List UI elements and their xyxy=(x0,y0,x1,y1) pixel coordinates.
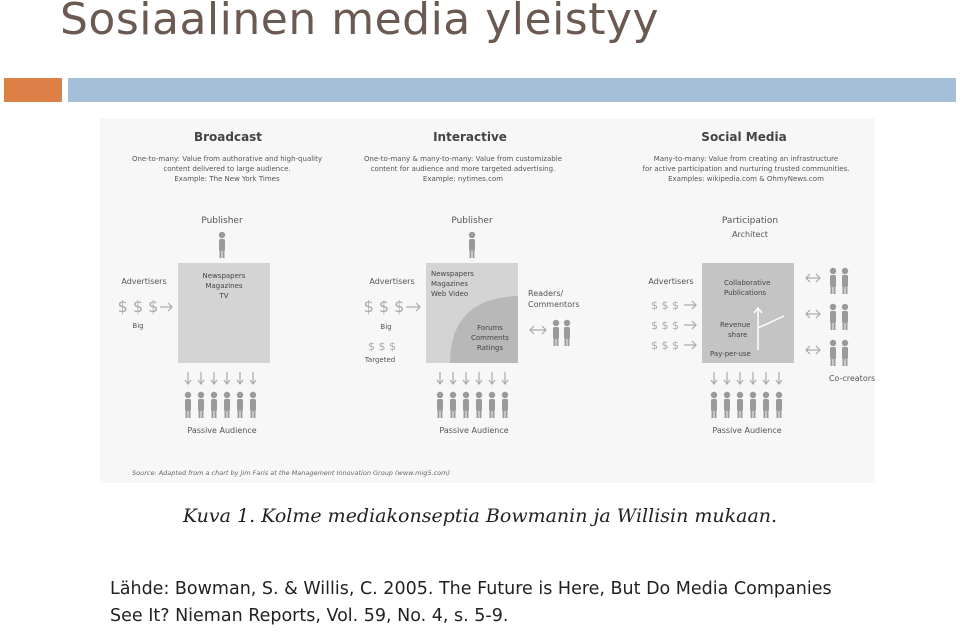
box-line: Publications xyxy=(724,289,767,297)
dollar-signs: $ $ $ xyxy=(651,299,679,312)
dollar-signs: $ $ $ xyxy=(363,297,405,316)
media-box-line: TV xyxy=(219,292,229,300)
advertisers-label: Advertisers xyxy=(648,277,694,286)
media-concepts-diagram xyxy=(100,118,875,483)
collaborative-box xyxy=(702,263,794,363)
targeted-label: Targeted xyxy=(364,356,396,364)
big-label: Big xyxy=(132,322,144,330)
advertisers-label: Advertisers xyxy=(121,277,167,286)
arrow-right-icon xyxy=(684,301,696,349)
panel-heading: Interactive xyxy=(433,130,507,144)
panel-desc-line: One-to-many: Value from authorative and high-quality xyxy=(131,155,323,163)
advertisers-label: Advertisers xyxy=(369,277,415,286)
panel-desc-line: content for audience and more targeted advertising. xyxy=(370,165,556,173)
readers-label: Commentors xyxy=(528,300,580,309)
arrow-right-icon xyxy=(406,303,420,311)
pay-per-use-label: Pay-per-use xyxy=(710,350,751,358)
publisher-label: Publisher xyxy=(201,216,243,226)
architect-label: Architect xyxy=(732,230,768,239)
audience-people-icon xyxy=(185,392,256,418)
accent-bar xyxy=(4,78,62,102)
inner-box-line: Ratings xyxy=(476,344,504,352)
down-arrows-icon xyxy=(711,372,782,384)
media-box-line: Magazines xyxy=(431,280,469,288)
co-creators-label: Co-creators xyxy=(828,374,875,383)
header-bar xyxy=(68,78,956,102)
panel-desc-line: for active participation and nurturing trusted communities. xyxy=(642,165,850,173)
box-line: Collaborative xyxy=(724,279,771,287)
audience-label: Passive Audience xyxy=(712,426,782,435)
figure-source-note: Source: Adapted from a chart by Jim Faris at the Management Innovation Group (www.mig5.com) xyxy=(132,469,451,477)
panel-desc-line: Example: nytimes.com xyxy=(422,175,504,183)
revenue-label: Revenue xyxy=(720,321,751,329)
media-box-line: Newspapers xyxy=(202,272,246,280)
co-creator-people-icon xyxy=(830,268,848,366)
dollar-signs: $ $ $ xyxy=(117,297,159,316)
down-arrows-icon xyxy=(185,372,256,384)
panel-desc-line: content delivered to large audience. xyxy=(163,165,291,173)
inner-box-line: Comments xyxy=(471,334,509,342)
audience-label: Passive Audience xyxy=(439,426,509,435)
inner-box-line: Forums xyxy=(477,324,503,332)
panel-desc-line: Examples: wikipedia.com & OhmyNews.com xyxy=(668,175,824,183)
publisher-person-icon xyxy=(469,232,475,258)
audience-people-icon xyxy=(711,392,782,418)
panel-broadcast xyxy=(118,130,322,435)
panel-social-media xyxy=(643,130,875,435)
arrow-right-icon xyxy=(160,303,172,311)
source-line: Lähde: Bowman, S. & Willis, C. 2005. The Future is Here, But Do Media Companies xyxy=(110,579,832,599)
dollar-signs-small: $ $ $ xyxy=(368,340,396,353)
down-arrows-icon xyxy=(437,372,508,384)
panel-desc-line: Many-to-many: Value from creating an infrastructure xyxy=(653,155,839,163)
participation-label: Participation xyxy=(721,216,779,226)
dollar-signs: $ $ $ xyxy=(651,319,679,332)
readers-label: Readers/ xyxy=(528,289,564,298)
dollar-signs: $ $ $ xyxy=(651,339,679,352)
figure-caption: Kuva 1. Kolme mediakonseptia Bowmanin ja Willisin mukaan. xyxy=(182,505,778,527)
audience-label: Passive Audience xyxy=(187,426,257,435)
revenue-label: share xyxy=(728,331,748,339)
panel-heading: Social Media xyxy=(701,130,787,144)
panel-desc-line: Example: The New York Times xyxy=(174,175,280,183)
panel-interactive xyxy=(364,130,580,435)
panel-heading: Broadcast xyxy=(193,130,263,144)
source-citation xyxy=(110,576,930,630)
publisher-label: Publisher xyxy=(451,216,493,226)
two-way-arrows-icon xyxy=(806,274,820,354)
source-line: See It? Nieman Reports, Vol. 59, No. 4, s. 5-9. xyxy=(110,606,509,626)
two-way-arrow-icon xyxy=(530,326,546,334)
media-box-line: Newspapers xyxy=(431,270,474,278)
audience-people-icon xyxy=(437,392,508,418)
media-concepts-figure xyxy=(100,118,875,483)
slide-title: Sosiaalinen media yleistyy xyxy=(60,0,660,45)
commentor-people-icon xyxy=(553,320,570,346)
publisher-person-icon xyxy=(219,232,225,258)
media-box-line: Magazines xyxy=(205,282,243,290)
panel-desc-line: One-to-many & many-to-many: Value from customizable xyxy=(364,155,562,163)
big-label: Big xyxy=(380,323,392,331)
media-box-line: Web Video xyxy=(431,290,469,298)
